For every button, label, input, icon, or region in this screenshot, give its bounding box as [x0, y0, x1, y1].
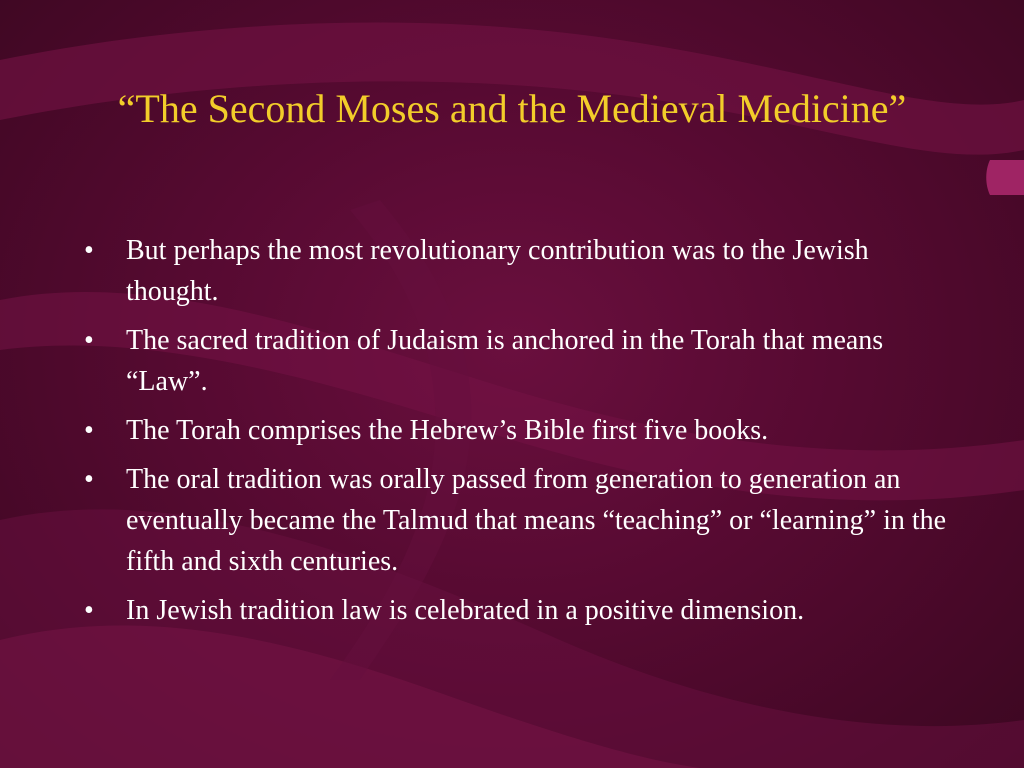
- bullet-list: [84, 230, 954, 639]
- bullet-point-icon: •: [84, 595, 94, 626]
- list-item: [84, 230, 954, 312]
- list-item: [84, 410, 954, 451]
- bullet-text: The sacred tradition of Judaism is anchored in the Torah that means “Law”.: [126, 325, 884, 397]
- list-item: [84, 320, 954, 402]
- bullet-text: The Torah comprises the Hebrew’s Bible first five books.: [126, 415, 769, 446]
- list-item: [84, 590, 954, 631]
- bullet-point-icon: •: [84, 235, 94, 266]
- bullet-point-icon: •: [84, 464, 94, 495]
- bullet-text: But perhaps the most revolutionary contribution was to the Jewish thought.: [126, 235, 869, 307]
- bullet-point-icon: •: [84, 325, 94, 356]
- list-item: [84, 459, 954, 582]
- bullet-point-icon: •: [84, 415, 94, 446]
- bullet-text: In Jewish tradition law is celebrated in a positive dimension.: [126, 595, 805, 626]
- bullet-text: The oral tradition was orally passed from generation to generation an eventually became the Talmud that means “teaching” or “learning” in the fifth and sixth centuries.: [126, 464, 947, 577]
- slide-title: “The Second Moses and the Medieval Medicine”: [117, 86, 907, 131]
